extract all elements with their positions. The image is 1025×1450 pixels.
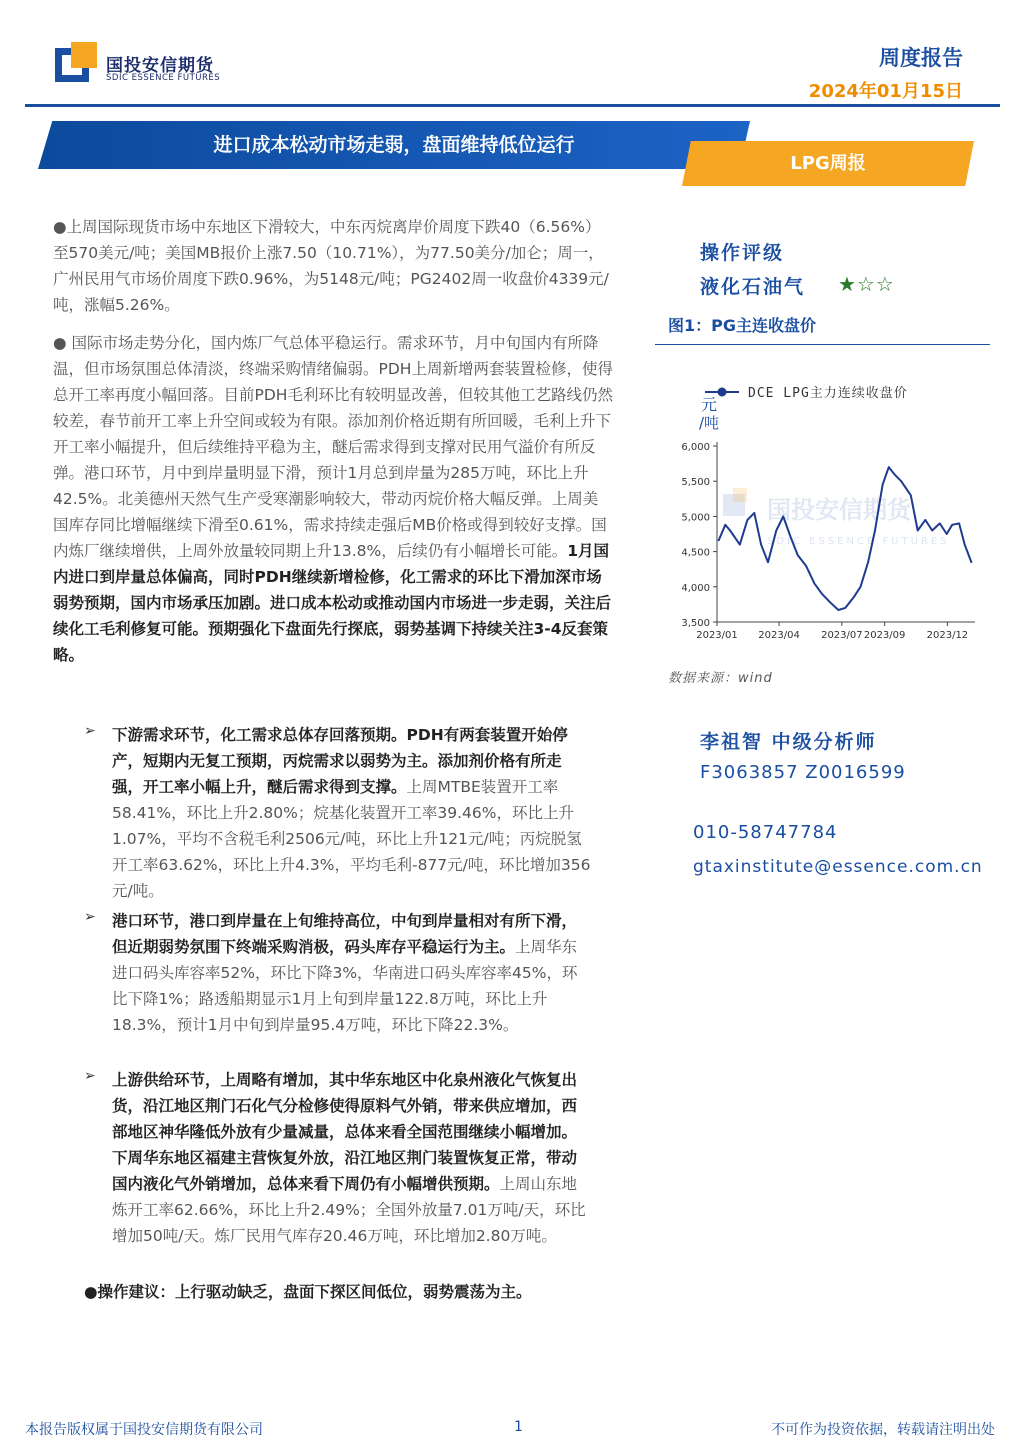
analyst-certificates: F3063857 Z0016599 (700, 762, 906, 783)
company-name-cn: 国投安信期货 (106, 56, 214, 76)
figure-divider (655, 344, 990, 345)
legend-label: DCE LPG主力连续收盘价 (748, 386, 908, 401)
bullet-port (112, 908, 592, 1038)
y-unit-label: 元 (701, 395, 718, 414)
x-tick-label: 2023/09 (863, 630, 906, 641)
x-tick-label: 2023/04 (758, 630, 800, 641)
x-tick-labels (696, 630, 968, 641)
watermark-logo-icon (733, 488, 747, 502)
bullet-port-detail: 上周华东进口码头库容率52%，环比下降3%，华南进口码头库容率45%，环比下降1%；路透船期显示1月上旬到岸量122.8万吨，环比上升18.3%，预计1月中旬到岸量95.4万吨，环比下降22.3%。 (112, 938, 578, 1034)
report-type: 周度报告 (879, 46, 963, 70)
contact-email[interactable]: gtaxinstitute@essence.com.cn (693, 857, 983, 877)
watermark-text-cn: 国投安信期货 (767, 496, 911, 524)
bullet-supply (112, 1067, 592, 1249)
report-tag: LPG周报 (790, 153, 866, 174)
analyst-name: 李祖智 中级分析师 (700, 731, 877, 753)
contact-phone: 010-58747784 (693, 822, 838, 843)
company-logo-icon (55, 42, 97, 84)
bullet-port-summary: 港口环节，港口到岸量在上旬维持高位，中旬到岸量相对有所下滑，但近期弱势氛围下终端采购消极，码头库存平稳运行为主。 (112, 912, 578, 956)
analysis-text: ● 国际市场走势分化，国内炼厂气总体平稳运行。需求环节，月中旬国内有所降温，但市场氛围总体清淡，终端采购情绪偏弱。PDH上周新增两套装置检修，使得总开工率再度小幅回落。目前PDH毛利环比有较明显改善，但较其他工艺路线仍然较差，春节前开工率上升空间或较为有限。添加剂价格近期有所回暖，毛利上升下开工率小幅提升，但后续维持平稳为主，醚后需求得到支撑对民用气溢价有所反弹。港口环节，月中到岸量明显下滑，预计1月总到岸量为285万吨，环比上升42.5%。北美德州天然气生产受寒潮影响较大，带动丙烷价格大幅反弹。上周美国库存同比增幅继续下滑至0.61%，需求持续走强后MB价格或得到较好支撑。国内炼厂继续增供，上周外放量较同期上升13.8%，后续仍有小幅增长可能。 (53, 334, 613, 560)
page-number: 1 (514, 1419, 523, 1435)
bullet-demand-summary: 下游需求环节，化工需求总体存回落预期。PDH有两套装置开始停产，短期内无复工预期，丙烷需求以弱势为主。添加剂价格有所走强，开工率小幅上升，醚后需求得到支撑。 (112, 726, 568, 796)
product-name: 液化石油气 (700, 276, 806, 298)
chart-axes (713, 442, 975, 626)
paragraph-market-summary: ●上周国际现货市场中东地区下滑较大，中东丙烷离岸价周度下跌40（6.56%）至570美元/吨；美国MB报价上涨7.50（10.71%），为77.50美分/加仑；周一，广州民用气市场价周度下跌0.96%，为5148元/吨；PG2402周一收盘价4339元/吨，涨幅5.26%。 (53, 218, 609, 314)
y-tick-label: 4,500 (681, 547, 710, 559)
bullet-supply-detail: 上周山东地炼开工率62.66%，环比上升2.49%；全国外放量7.01万吨/天，环比增加50吨/天。炼厂民用气库存20.46万吨，环比增加2.80万吨。 (112, 1175, 586, 1245)
footer-copyright: 本报告版权属于国投安信期货有限公司 (25, 1422, 263, 1438)
header-divider (25, 104, 1000, 107)
watermark-text-en: SDIC ESSENCE FUTURES (767, 536, 950, 547)
y-unit-label: /吨 (699, 414, 720, 432)
y-tick-label: 4,000 (681, 582, 710, 594)
report-title: 进口成本松动市场走弱，盘面维持低位运行 (213, 134, 575, 156)
rating-label: 操作评级 (700, 242, 785, 264)
company-name-en: SDIC ESSENCE FUTURES (106, 73, 221, 83)
y-tick-label: 5,000 (681, 512, 710, 524)
price-chart-svg (655, 370, 990, 650)
arrow-bullet-icon: ➢ (84, 1068, 96, 1084)
arrow-bullet-icon: ➢ (84, 723, 96, 739)
legend-marker-icon (718, 388, 727, 397)
data-source: 数据来源：wind (668, 671, 773, 686)
x-tick-label: 2023/12 (926, 630, 969, 641)
x-tick-label: 2023/07 (821, 630, 863, 641)
analysis-conclusion: 1月国内进口到岸量总体偏高，同时PDH继续新增检修，化工需求的环比下滑加深市场弱势预期，国内市场承压加剧。进口成本松动或推动国内市场进一步走弱，关注后续化工毛利修复可能。预期强化下盘面先行探底，弱势基调下持续关注3-4反套策略。 (53, 542, 612, 664)
figure-title: 图1：PG主连收盘价 (668, 316, 816, 335)
bullet-demand-detail: 上周MTBE装置开工率58.41%，环比上升2.80%；烷基化装置开工率39.46%，环比上升1.07%，平均不含税毛利2506元/吨，环比上升121元/吨；丙烷脱氢开工率63.62%，环比上升4.3%，平均毛利-877元/吨，环比增加356元/吨。 (112, 778, 591, 900)
arrow-bullet-icon: ➢ (84, 909, 96, 925)
paragraph-analysis (53, 330, 613, 668)
y-tick-label: 3,500 (681, 618, 710, 629)
chart-legend (699, 385, 908, 432)
rating-stars-icon: ★☆☆ (838, 272, 895, 296)
y-tick-labels (681, 442, 710, 629)
x-tick-label: 2023/01 (696, 630, 738, 641)
price-chart (655, 370, 990, 650)
y-tick-label: 5,500 (681, 477, 710, 489)
operation-suggestion: ●操作建议：上行驱动缺乏，盘面下探区间低位，弱势震荡为主。 (84, 1283, 532, 1301)
y-tick-label: 6,000 (681, 442, 710, 453)
footer-disclaimer: 不可作为投资依据，转载请注明出处 (771, 1422, 995, 1438)
bullet-supply-summary: 上游供给环节，上周略有增加，其中华东地区中化泉州液化气恢复出货，沿江地区荆门石化气分检修使得原料气外销，带来供应增加，西部地区神华隆低外放有少量减量，总体来看全国范围继续小幅增加。下周华东地区福建主营恢复外放，沿江地区荆门装置恢复正常，带动国内液化气外销增加，总体来看下周仍有小幅增供预期。 (112, 1071, 578, 1193)
bullet-demand (112, 722, 592, 904)
report-date: 2024年01月15日 (808, 81, 963, 102)
